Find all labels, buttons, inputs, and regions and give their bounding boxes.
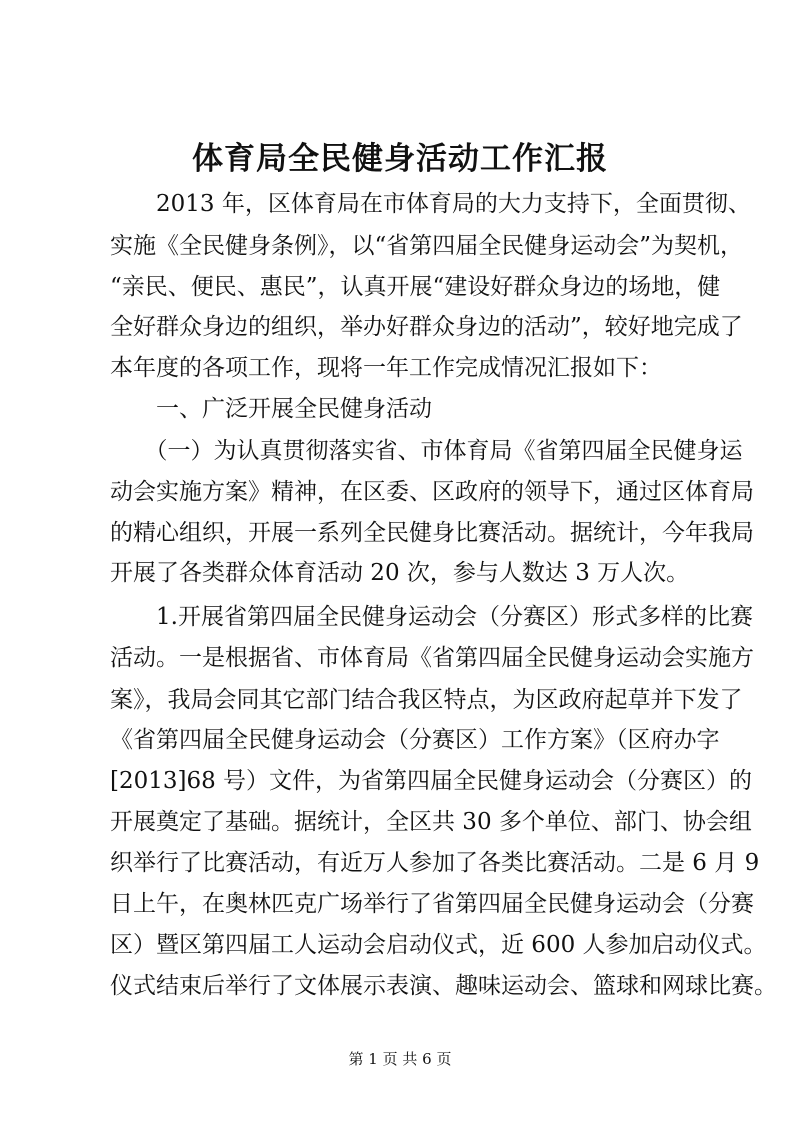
body-line: 仪式结束后举行了文体展示表演、趣味运动会、篮球和网球比赛。 [110,973,777,999]
section-heading: 一、广泛开展全民健身活动 [110,396,432,422]
body-line: 动会实施方案》精神，在区委、区政府的领导下，通过区体育局 [110,479,754,505]
body-line: 开展了各类群众体育活动 20 次，参与人数达 3 万人次。 [110,560,690,586]
body-line: 《省第四届全民健身运动会（分赛区）工作方案》（区府办字 [110,727,720,753]
body-line: 活动。一是根据省、市体育局《省第四届全民健身运动会实施方 [110,645,754,671]
body-line: 织举行了比赛活动，有近万人参加了各类比赛活动。二是 6 月 9 [110,850,760,876]
body-line: 的精心组织，开展一系列全民健身比赛活动。据统计，今年我局 [110,520,754,546]
body-line: 日上午，在奥林匹克广场举行了省第四届全民健身运动会（分赛 [110,891,754,917]
body-line: “亲民、便民、惠民”，认真开展“建设好群众身边的场地，健 [110,274,721,300]
body-line: 全好群众身边的组织，举办好群众身边的活动”，较好地完成了 [110,314,743,340]
body-line: 开展奠定了基础。据统计，全区共 30 多个单位、部门、协会组 [110,809,752,835]
body-line: 案》，我局会同其它部门结合我区特点，为区政府起草并下发了 [110,687,743,713]
body-line: 1.开展省第四届全民健身运动会（分赛区）形式多样的比赛 [110,604,753,630]
body-line: 实施《全民健身条例》，以“省第四届全民健身运动会”为契机， [110,233,744,259]
document-title: 体育局全民健身活动工作汇报 [192,141,608,177]
page-number: 第 1 页 共 6 页 [348,1050,452,1068]
body-line: （一）为认真贯彻落实省、市体育局《省第四届全民健身运 [110,438,743,464]
body-line: [2013]68 号）文件，为省第四届全民健身运动会（分赛区）的 [110,768,753,794]
body-line: 2013 年，区体育局在市体育局的大力支持下，全面贯彻、 [110,191,751,217]
body-line: 区）暨区第四届工人运动会启动仪式，近 600 人参加启动仪式。 [110,932,767,958]
body-line: 本年度的各项工作，现将一年工作完成情况汇报如下： [110,355,662,381]
